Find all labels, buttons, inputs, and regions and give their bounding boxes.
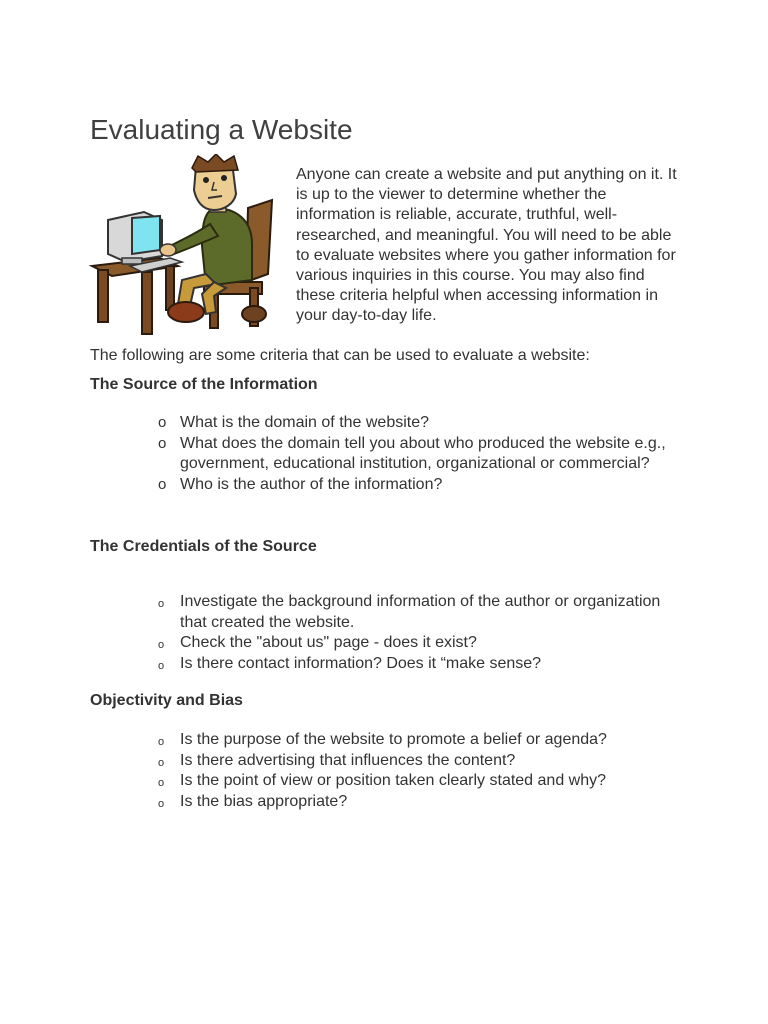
list-item-text: Is the bias appropriate? [180, 792, 348, 810]
section-heading-source: The Source of the Information [90, 376, 318, 393]
bullet-icon: o [158, 475, 167, 493]
list-item [158, 475, 668, 496]
criteria-lead-text: The following are some criteria that can be used to evaluate a website: [90, 347, 590, 364]
bullet-icon: o [158, 777, 165, 789]
list-item [158, 771, 668, 792]
list-item-text: Check the "about us" page - does it exist? [180, 634, 477, 651]
list-item [158, 592, 668, 633]
objectivity-criteria-list [158, 730, 668, 812]
credentials-criteria-list [158, 592, 668, 674]
page-title: Evaluating a Website [90, 114, 353, 145]
bullet-icon: o [158, 434, 167, 452]
list-item-text: What does the domain tell you about who produced the website e.g., government, educational institution, organizational or commercial? [180, 434, 666, 472]
bullet-icon: o [158, 639, 165, 651]
source-criteria-list [158, 413, 668, 495]
cartoon-man-at-computer-icon [86, 154, 282, 338]
list-item-text: What is the domain of the website? [180, 414, 430, 431]
list-item-text: Is the point of view or position taken clearly stated and why? [180, 772, 607, 789]
list-item-text: Investigate the background information of the author or organization that created the website. [180, 593, 661, 631]
bullet-icon: o [158, 736, 165, 748]
list-item [158, 654, 668, 675]
section-heading-objectivity: Objectivity and Bias [90, 692, 243, 709]
list-item [158, 730, 668, 751]
bullet-icon: o [158, 598, 165, 610]
list-item [158, 633, 668, 654]
list-item [158, 434, 668, 475]
list-item-text: Is there advertising that influences the content? [180, 751, 516, 769]
bullet-icon: o [158, 659, 165, 672]
bullet-icon: o [158, 797, 165, 810]
list-item [158, 792, 668, 813]
list-item-text: Who is the author of the information? [180, 475, 443, 493]
list-item-text: Is the purpose of the website to promote a belief or agenda? [180, 731, 607, 748]
intro-paragraph: Anyone can create a website and put anything on it. It is up to the viewer to determine whether the information is reliable, accurate, truthful, well-researched, and meaningful. You will need to be able to evaluate websites where you gather information for various inquiries in this course. You may also find these criteria helpful when accessing information in your day-to-day life. [296, 166, 677, 325]
list-item [158, 413, 668, 434]
bullet-icon: o [158, 414, 167, 431]
list-item-text: Is there contact information? Does it “make sense? [180, 654, 542, 672]
bullet-icon: o [158, 756, 165, 769]
list-item [158, 751, 668, 772]
section-heading-credentials: The Credentials of the Source [90, 538, 317, 555]
